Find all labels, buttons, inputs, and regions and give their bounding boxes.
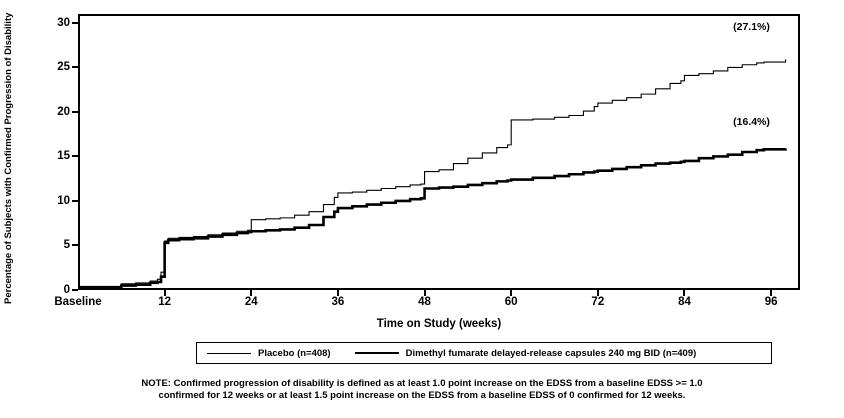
x-tick-label: 48 bbox=[418, 296, 431, 308]
legend-label-placebo: Placebo (n=408) bbox=[258, 347, 331, 359]
y-tick-label: 25 bbox=[57, 61, 70, 74]
x-tick-label: 24 bbox=[244, 296, 258, 308]
x-tick-mark bbox=[337, 290, 339, 296]
x-tick-mark bbox=[424, 290, 426, 296]
y-tick-label: 10 bbox=[57, 194, 70, 207]
plot-area bbox=[78, 14, 800, 290]
x-axis-title: Time on Study (weeks) bbox=[376, 318, 502, 330]
y-tick-mark bbox=[72, 22, 78, 24]
y-tick-label: 30 bbox=[57, 16, 70, 29]
x-tick-mark bbox=[683, 290, 685, 296]
x-tick-label: 84 bbox=[678, 296, 691, 308]
x-tick-label: Baseline bbox=[54, 296, 102, 308]
x-tick-label: 12 bbox=[158, 296, 172, 308]
y-tick-label: 15 bbox=[57, 150, 70, 163]
chart-note bbox=[22, 378, 822, 402]
x-tick-mark bbox=[250, 290, 252, 296]
y-tick-mark bbox=[72, 289, 78, 291]
y-axis-title-container bbox=[0, 0, 30, 310]
y-tick-mark bbox=[72, 155, 78, 157]
y-tick-label: 20 bbox=[57, 105, 70, 118]
chart-note-line-2: confirmed for 12 weeks or at least 1.5 point increase on the EDSS from a baseline EDSS of 0 confirmed for 12 weeks. bbox=[158, 389, 686, 401]
chart-note-line-1: NOTE: Confirmed progression of disability is defined as at least 1.0 point increase on the EDSS from a baseline EDSS >= 1.0 bbox=[141, 378, 703, 389]
y-tick-mark bbox=[72, 111, 78, 113]
x-tick-label: 72 bbox=[591, 296, 605, 308]
x-tick-mark bbox=[164, 290, 166, 296]
x-tick-label: 96 bbox=[764, 296, 778, 308]
y-tick-label: 5 bbox=[63, 239, 70, 252]
y-tick-mark bbox=[72, 66, 78, 68]
x-tick-mark bbox=[597, 290, 599, 296]
legend-line-thin-icon bbox=[207, 353, 251, 354]
legend-item-dimethyl-fumarate bbox=[355, 343, 697, 363]
x-tick-mark bbox=[510, 290, 512, 296]
y-axis-title: Percentage of Subjects with Confirmed Progression of Disability bbox=[3, 12, 14, 304]
annotation-dimethyl-fumarate: (16.4%) bbox=[733, 115, 770, 128]
x-tick-label: 60 bbox=[504, 296, 518, 308]
legend-line-thick-icon bbox=[355, 352, 399, 354]
y-tick-label: 0 bbox=[63, 284, 70, 296]
annotation-placebo: (27.1%) bbox=[733, 20, 770, 33]
legend-item-placebo bbox=[207, 343, 331, 363]
y-tick-mark bbox=[72, 200, 78, 202]
y-tick-mark bbox=[72, 244, 78, 246]
legend-label-dimethyl-fumarate: Dimethyl fumarate delayed-release capsules 240 mg BID (n=409) bbox=[405, 347, 697, 359]
x-tick-label: 36 bbox=[331, 296, 345, 308]
chart-legend bbox=[196, 342, 772, 364]
x-tick-mark bbox=[770, 290, 772, 296]
